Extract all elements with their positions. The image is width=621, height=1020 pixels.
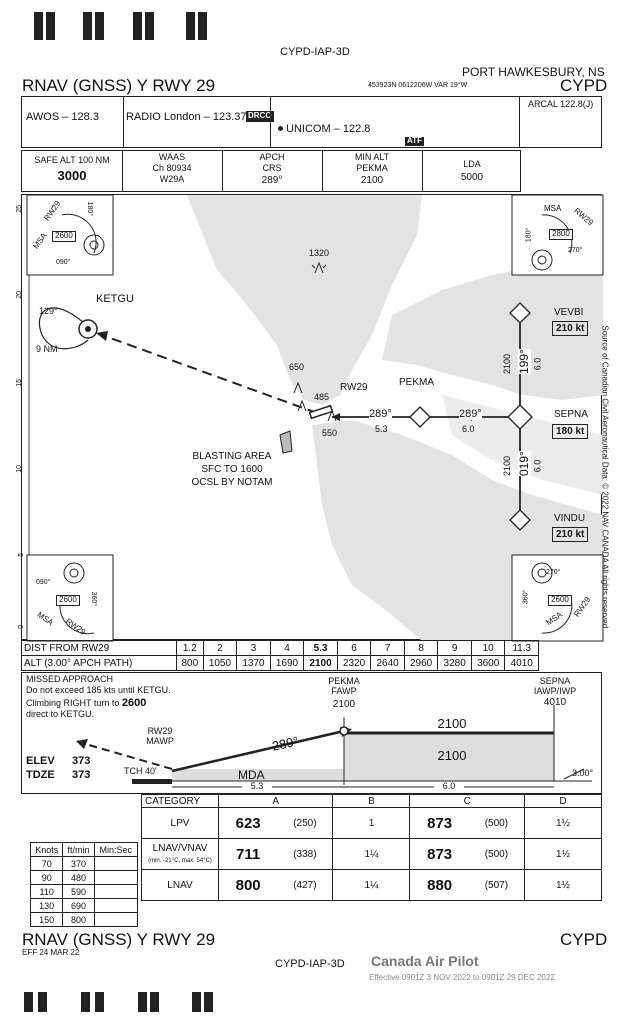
cat-c: C [410,795,525,808]
lpv-ab-value: 623 [219,808,278,839]
airport-coords: 453923N 0612206W VAR 19°W [368,82,468,89]
msa-se-label: MSA [544,610,564,628]
profile-pekma: PEKMA [328,676,360,686]
dist-cell: 11.3 [505,641,539,656]
category-label: CATEGORY [142,795,219,808]
glide-angle: 3.00° [572,768,594,778]
msa-sw-a2: 360° [90,591,98,607]
profile-view [21,672,602,794]
alt-cell: 2960 [404,656,438,671]
missed-alt: 2600 [121,697,147,709]
vevbi-speed: 210 kt [552,321,588,336]
minalt-value: 2100 [360,175,384,186]
missed-line1: Do not exceed 185 kts until KETGU. [26,685,171,695]
rw29-label: RW29 [340,382,368,393]
msa-nw-label: MSA [31,231,49,251]
dist-cell: 7 [371,641,405,656]
waas-channel: Ch 80934 [152,163,192,173]
obst-1320: 1320 [309,248,330,258]
dist-cell: 6 [337,641,371,656]
dist-cell: 1.2 [177,641,204,656]
registration-marks-top [0,12,621,40]
timing-row: 110 590 [31,885,138,899]
lnav-label: LNAV [142,870,219,901]
dist-cell: 10 [471,641,505,656]
dist-row [22,641,539,656]
airport-ident: CYPD [560,76,608,95]
msa-ne-a2: 180° [525,227,533,243]
footer-airport: CYPD [560,930,608,949]
alt-cell: 2100 [304,656,338,671]
safe-alt-label: SAFE ALT 100 NM [34,155,110,165]
lnavvnav-ab-hat: (338) [277,839,333,870]
tdze-value: 373 [72,769,91,781]
fawp-cross-icon [340,727,348,735]
msa-se-a2: 360° [522,589,530,605]
distance-altitude-table [21,640,539,671]
north-feeder-dist: 6.0 [532,357,543,371]
mda-label: MDA [238,768,265,782]
lnav-ab-hat: (427) [277,870,333,901]
alt-cell: 800 [177,656,204,671]
profile-sepna: SEPNA [539,676,571,686]
msa-nw-a1: 180° [86,201,94,217]
msa-sw-rwy: RW29 [63,616,88,637]
ketgu-label: KETGU [96,293,134,305]
south-feeder-dist: 6.0 [532,459,543,473]
cat-d: D [525,795,602,808]
profile-mawp: MAWP [146,736,174,746]
south-feeder-course: 019° [516,451,531,477]
msa-sw-a1: 090° [36,579,51,586]
ftmin-header: ft/min [63,843,94,857]
obst-650: 650 [289,362,305,372]
lnav-b-vis: 1¼ [333,870,410,901]
waas-label: WAAS [158,152,186,162]
alt-row-label: ALT (3.00° APCH PATH) [22,656,177,671]
descent-path [172,731,344,771]
profile-fawp: FAWP [331,686,357,696]
msa-ne-alt: 2800 [549,229,573,240]
waas-id: W29A [159,174,185,184]
cat-a: A [219,795,333,808]
msa-se-rwy: RW29 [572,595,593,619]
registration-marks-bottom [0,992,621,1012]
lnav-d-vis: 1½ [525,870,602,901]
missed-line2 [26,697,146,709]
lpv-d-vis: 1½ [525,808,602,839]
lpv-cd-hat: (500) [469,808,525,839]
lnavvnav-label: LNAV/VNAV [152,843,208,854]
pekma-fix-icon [410,407,430,427]
msa-ne-rwy: RW29 [572,206,595,228]
missed-line2-text: Climbing RIGHT turn to [26,698,120,708]
minalt-fix: PEKMA [356,163,388,173]
safe-alt-value: 3000 [57,168,87,183]
msa-nw-alt: 2600 [52,231,76,242]
vevbi-label: VEVBI [554,307,584,318]
lda-label: LDA [463,159,481,169]
blasting-line1: BLASTING AREA [192,451,272,462]
lpv-label: LPV [142,808,219,839]
unicom-freq: UNICOM – 122.8 [286,123,371,135]
msa-ne-label: MSA [544,204,562,213]
lnav-ab-value: 800 [219,870,278,901]
seg2-course: 289° [459,408,482,420]
procedure-title: RNAV (GNSS) Y RWY 29 [22,76,216,95]
alt-cell: 1050 [203,656,237,671]
seg2-distance: 6.0 [462,424,475,434]
footer-chart-id: CYPD-IAP-3D [275,958,345,970]
lnavvnav-cd-hat: (500) [469,839,525,870]
scale-15: 15 [16,378,24,387]
profile-sepna-alt: 4010 [543,697,567,708]
dist-cell: 5.3 [304,641,338,656]
msa-nw-a2: 090° [56,259,71,266]
crs-label: CRS [262,163,282,173]
lpv-ab-hat: (250) [277,808,333,839]
minima-table [141,794,602,901]
alt-cell: 4010 [505,656,539,671]
knots-header: Knots [31,843,63,857]
sepna-speed: 180 kt [552,424,588,439]
drco-badge: DRCO [248,111,272,120]
cat-b: B [333,795,410,808]
vindu-label: VINDU [554,513,586,524]
dist-cell: 3 [237,641,271,656]
timing-table [30,842,138,927]
obst-550: 550 [322,428,338,438]
msa-nw-rwy: RW29 [42,199,63,223]
source-note: Source of Canadian Civil Aeronautical Data: © 2022 NAV CANADA All rights reserved [600,325,610,629]
scale-5: 5 [18,552,26,557]
dist-row-label: DIST FROM RW29 [22,641,177,656]
awos-freq: AWOS – 128.3 [26,111,99,123]
pekma-label: PEKMA [399,377,435,388]
atf-badge: ATF [407,136,422,145]
minima-row [142,870,602,901]
scale-25: 25 [16,204,24,213]
dist-cell: 4 [270,641,304,656]
chart-id-top: CYPD-IAP-3D [280,46,350,58]
lnavvnav-d-vis: 1½ [525,839,602,870]
blasting-line2: SFC TO 1600 [201,464,263,475]
tch-label: TCH 40' [124,766,157,776]
missed-line3: direct to KETGU. [26,709,95,719]
hold-course: 129° [39,306,58,316]
profile-dist-2: 6.0 [434,782,464,792]
minima-row [142,808,602,839]
minima-row [142,839,602,870]
profile-seg-alt-box: 2100 [437,748,467,763]
runway-profile [132,779,172,784]
scale-0: 0 [18,624,26,629]
lda-value: 5000 [460,172,484,183]
profile-rw29: RW29 [147,726,173,736]
dist-cell: 2 [203,641,237,656]
north-feeder-course: 199° [516,349,531,375]
lnav-cd-value: 880 [410,870,469,901]
msa-se-alt: 2600 [548,595,572,606]
footer-effective: Effective 0901Z 3 NOV 2022 to 0901Z 29 DEC 2022 [369,973,555,982]
alt-cell: 2640 [371,656,405,671]
radio-freq: RADIO London – 123.37 [126,111,247,123]
lnavvnav-temp: (min. -21°C, max. 54°C) [148,858,212,864]
timing-row: 90 480 [31,871,138,885]
profile-course: 289° [270,733,301,754]
alt-cell: 3600 [471,656,505,671]
briefing-strip [21,150,521,192]
unicom-dot-icon [278,126,283,131]
scale-20: 20 [16,290,24,299]
seg1-course: 289° [369,408,392,420]
landmass-north [187,195,422,405]
alt-row [22,656,539,671]
footer-eff: EFF 24 MAR 22 [22,948,80,957]
lpv-cd-value: 873 [410,808,469,839]
tdze-label: TDZE [26,769,55,781]
blasting-area [280,431,292,453]
minsec-header: Min:Sec [94,843,137,857]
lnavvnav-cd-value: 873 [410,839,469,870]
footer-publisher: Canada Air Pilot [371,953,479,969]
plan-view [16,194,602,640]
lpv-b-vis: 1 [333,808,410,839]
lnavvnav-ab-value: 711 [219,839,278,870]
lnav-cd-hat: (507) [469,870,525,901]
timing-row: 130 690 [31,899,138,913]
msa-sw-alt: 2600 [56,595,80,606]
plan-view-graphics [22,195,603,641]
profile-pekma-alt: 2100 [332,699,356,710]
seg1-distance: 5.3 [375,424,388,434]
dist-cell: 9 [438,641,472,656]
location-name: PORT HAWKESBURY, NS [462,65,605,79]
lnavvnav-b-vis: 1¼ [333,839,410,870]
profile-seg-alt-top: 2100 [437,716,467,731]
obst-485: 485 [314,392,330,402]
footer-title: RNAV (GNSS) Y RWY 29 [22,930,216,949]
missed-title: MISSED APPROACH [26,674,114,684]
comms-box [21,96,602,148]
arcal-freq: ARCAL 122.8(J) [528,99,594,109]
profile-dist-1: 5.3 [242,782,272,792]
north-feeder-alt: 2100 [502,353,513,374]
scale-10: 10 [16,464,24,473]
alt-cell: 1370 [237,656,271,671]
sepna-label: SEPNA [554,409,588,420]
dist-cell: 8 [404,641,438,656]
south-feeder-alt: 2100 [502,455,513,476]
profile-iawp: IAWP/IWP [533,686,577,696]
minalt-label: MIN ALT [354,152,390,162]
msa-sw-label: MSA [35,610,55,628]
timing-row: 70 370 [31,857,138,871]
runway-symbol [310,406,333,419]
msa-se-a1: 270° [546,569,561,576]
alt-cell: 3280 [438,656,472,671]
alt-cell: 1690 [270,656,304,671]
blasting-line3: OCSL BY NOTAM [191,477,273,488]
alt-cell: 2320 [337,656,371,671]
timing-row: 150 800 [31,913,138,927]
elev-value: 373 [72,755,91,767]
crs-value: 289° [261,175,283,186]
hold-length: 9 NM [36,344,58,354]
elev-label: ELEV [26,755,55,767]
vindu-speed: 210 kt [552,527,588,542]
apch-label: APCH [259,152,285,162]
msa-ne-a1: 270° [568,247,583,254]
